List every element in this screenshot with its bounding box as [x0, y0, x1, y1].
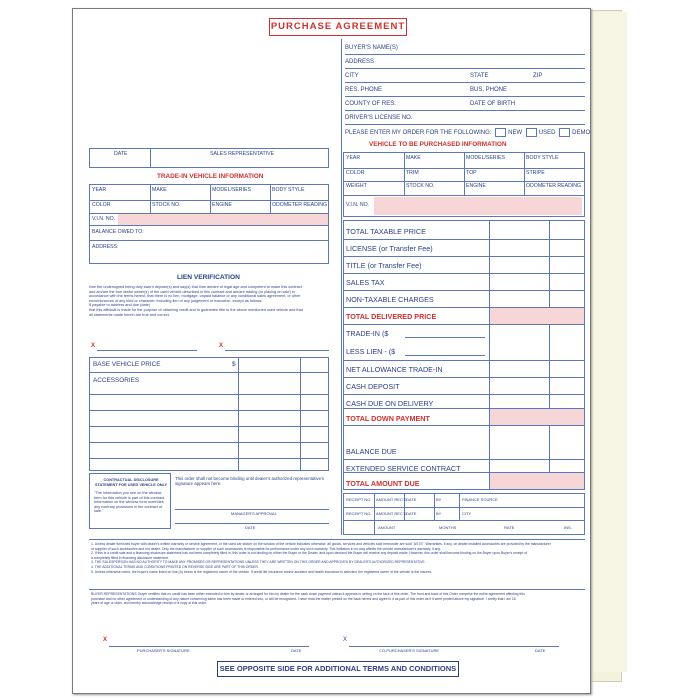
vehicle-body-label: BODY STYLE — [526, 155, 559, 161]
acc-col-line — [238, 358, 239, 470]
new-checkbox[interactable] — [495, 128, 506, 137]
county-label: COUNTY OF RES. — [345, 101, 396, 107]
finance-row-line — [344, 507, 584, 508]
state-label: STATE — [470, 73, 489, 79]
vehicle-trim-label: TRIM — [406, 170, 419, 176]
disclosure-heading-1: CONTRACTUAL DISCLOSURE — [103, 478, 159, 482]
acc-row-line — [90, 458, 328, 459]
co-purchaser-x: X — [343, 637, 348, 643]
terms-block — [91, 542, 585, 574]
finance-col-line — [459, 494, 460, 520]
finance-col-line — [434, 494, 435, 520]
trade-engine-label: ENGINE — [212, 202, 232, 208]
trade-color-label: COLOR — [92, 202, 111, 208]
vehicle-vin-label: V.I.N. NO. — [346, 202, 370, 208]
trade-col-line — [210, 185, 211, 213]
balance-owed-label: BALANCE OWED TO: — [92, 229, 144, 235]
lien-sign-line-2[interactable] — [225, 350, 329, 351]
city-label: CITY — [345, 73, 359, 79]
trade-in-heading: TRADE-IN VEHICLE INFORMATION — [157, 173, 264, 180]
demo-checkbox[interactable] — [559, 128, 570, 137]
finance-row-line — [344, 520, 584, 521]
down-payment-label: TOTAL DOWN PAYMENT — [346, 414, 430, 423]
amount-due-label: TOTAL AMOUNT DUE — [346, 479, 420, 488]
term-1: 1. Unless dealer furnishes buyer with dealer's written warranty or service agreement, or the used car sticker on the window of the vehicle indicates otherwise, all goods, services and vehicles sold hereunder are sold "AS IS". Warranties, if any, on dealer installed accessories are provided by the manufacturer — [91, 542, 551, 546]
demo-label: DEMO — [572, 130, 591, 137]
rate-label: RATE — [504, 525, 515, 530]
by2-label: BY — [436, 511, 442, 516]
accessories-table — [89, 357, 329, 471]
phone-line[interactable] — [345, 96, 585, 97]
base-price-label: BASE VEHICLE PRICE — [93, 361, 161, 368]
trade-row-line — [90, 225, 328, 226]
totals-row-line — [343, 324, 585, 325]
less-lien-label: LESS LIEN - ($ — [346, 347, 396, 356]
vehicle-color-label: COLOR — [346, 170, 365, 176]
lien-line-2: and am/are the true lawful owner(s) of the used vehicle described in this contract and am/are trading (or placing on sale) in — [89, 289, 295, 294]
license-fee-label: LICENSE (or Transfer Fee) — [346, 244, 433, 253]
term-2: 2. If this is a credit sale and a financing disclosure statement has not been completely filled in, this order is not binding on either the Buyer or the Dealer, and upon demand the Buyer will receive any deposit made. However, this order shall become binding on the Buyer upon Buyer's receipt of — [91, 551, 528, 556]
trade-vin-label: V.I.N. NO. — [92, 216, 116, 222]
date1-label: DATE — [406, 497, 417, 502]
totals-row-line — [343, 290, 585, 291]
buyer-name-label: BUYER'S NAME(S) — [345, 45, 398, 51]
lien-line-5: that this affidavit is made for the purpose of obtaining credit and to guarantee title to the above mentioned used vehicle and that — [89, 307, 303, 312]
lien-line-1: I/we the undersigned being duly sworn depose(s) and say(s) that I/we am/are of legal age and competent to make this contract — [89, 285, 302, 289]
vehicle-odometer-label: ODOMETER READING — [526, 183, 582, 189]
trade-in-table — [89, 184, 329, 264]
trade-odometer-label: ODOMETER READING — [272, 202, 328, 208]
date-sales-divider — [150, 149, 151, 167]
trade-row-line — [90, 200, 328, 201]
lien-line-3: accordance with the terms hereof, that there is no lien, mortgage, unpaid balance or any conditional sales agreement, or other — [89, 294, 301, 299]
res-phone-label: RES. PHONE — [345, 87, 383, 93]
receipt1-label: RECEIPT NO. — [346, 497, 372, 502]
terms-top-rule — [89, 539, 585, 540]
co-purchaser-date-label: DATE — [535, 648, 546, 653]
vehicle-heading: VEHICLE TO BE PURCHASED INFORMATION — [369, 141, 507, 148]
accessories-label: ACCESSORIES — [93, 377, 140, 384]
finance-source-label: FINANCE SOURCE — [462, 497, 498, 502]
less-lien-line[interactable] — [405, 355, 485, 356]
totals-row-line — [343, 377, 585, 378]
delivered-shade — [490, 308, 584, 325]
lien-payable-line: $ payable to address and due (date) — [89, 303, 151, 308]
co-purchaser-signature-line[interactable] — [349, 646, 559, 647]
county-line[interactable] — [345, 110, 585, 111]
city-line[interactable] — [345, 82, 585, 83]
acc-row-line — [90, 394, 328, 395]
vehicle-top-label: TOP — [466, 170, 477, 176]
buyer-name-line[interactable] — [345, 54, 585, 55]
delivered-price-label: TOTAL DELIVERED PRICE — [346, 312, 437, 321]
trade-year-label: YEAR — [92, 187, 107, 193]
buyer-representations — [91, 592, 585, 606]
totals-row-line — [343, 408, 585, 409]
lien-sign-x1: X — [91, 343, 96, 349]
sales-tax-label: SALES TAX — [346, 278, 385, 287]
amount-due-shade — [490, 473, 584, 489]
purchaser-x: X — [103, 637, 108, 643]
amount-label: AMOUNT — [378, 525, 396, 530]
city-label-finance: CITY — [462, 511, 472, 516]
lien-text — [89, 285, 329, 317]
buyer-rep-3: years of age or older, and hereby acknowledge receipt of a copy of this order. — [91, 601, 207, 606]
bus-phone-label: BUS. PHONE — [470, 87, 508, 93]
purchaser-date-label: DATE — [291, 648, 302, 653]
totals-row-line — [343, 459, 585, 460]
lien-sign-line-1[interactable] — [97, 350, 197, 351]
service-contract-label: EXTENDED SERVICE CONTRACT — [346, 464, 461, 473]
new-label: NEW — [508, 130, 523, 137]
terms-mid-rule — [89, 589, 585, 590]
acc-row-line — [90, 372, 328, 373]
vehicle-col-line — [404, 153, 405, 195]
title-fee-label: TITLE (or Transfer Fee) — [346, 261, 422, 270]
center-divider — [341, 39, 342, 535]
cash-due-label: CASH DUE ON DELIVERY — [346, 399, 434, 408]
dob-label: DATE OF BIRTH — [470, 101, 516, 107]
buyer-rep-1: BUYER REPRESENTATIONS: Buyer certifies that no credit has been either extended to him by dealer or arranged for him by dealer for the cash down payment unless it appears in writing on the face of this order. The front and back of this Order comprise the entire agreement affecting this — [91, 592, 525, 596]
totals-col-line — [489, 221, 490, 489]
trade-address-label: ADDRESS: — [92, 244, 119, 250]
totals-row-line — [343, 472, 585, 473]
form-title: PURCHASE AGREEMENT — [269, 18, 407, 36]
amount1-label: AMOUNT REC'D — [376, 497, 407, 502]
order-prompt: PLEASE ENTER MY ORDER FOR THE FOLLOWING: — [345, 130, 492, 137]
purchaser-signature-label: PURCHASER'S SIGNATURE — [137, 648, 190, 653]
address-label: ADDRESS — [345, 59, 375, 65]
trade-in-label: TRADE-IN ($ — [346, 329, 389, 338]
ins-label: INS. — [564, 525, 572, 530]
term-2b: a completely filled in financing disclosure statement. — [91, 555, 170, 560]
acc-row-line — [90, 426, 328, 427]
totals-row-line — [343, 307, 585, 308]
carbon-copy-back-2 — [590, 12, 627, 672]
date2-label: DATE — [406, 511, 417, 516]
vehicle-stock-label: STOCK NO. — [406, 183, 435, 189]
lien-heading: LIEN VERIFICATION — [177, 274, 240, 281]
footer-notice: SEE OPPOSITE SIDE FOR ADDITIONAL TERMS AND CONDITIONS — [217, 661, 459, 677]
vehicle-year-label: YEAR — [346, 155, 361, 161]
disclosure-box — [89, 473, 171, 529]
lien-sign-x2: X — [219, 343, 224, 349]
disclosure-heading-2: STATEMENT FOR USED VEHICLE ONLY — [94, 483, 168, 487]
totals-row-line — [343, 256, 585, 257]
cash-deposit-label: CASH DEPOSIT — [346, 382, 400, 391]
trade-in-line[interactable] — [405, 337, 485, 338]
vehicle-vin-boxes[interactable] — [374, 197, 582, 215]
vehicle-table — [343, 152, 585, 217]
manager-approval-line[interactable] — [175, 509, 329, 510]
vehicle-engine-label: ENGINE — [466, 183, 486, 189]
non-taxable-label: NON-TAXABLE CHARGES — [346, 295, 434, 304]
totals-row-line — [343, 360, 585, 361]
finance-col-line — [374, 494, 375, 534]
vehicle-make-label: MAKE — [406, 155, 421, 161]
trade-row-line — [90, 240, 328, 241]
trade-body-label: BODY STYLE — [272, 187, 305, 193]
balance-due-label: BALANCE DUE — [346, 447, 397, 456]
address-line[interactable] — [345, 68, 585, 69]
purchase-agreement-form — [72, 8, 591, 694]
term-5: 5. Unless otherwise noted, the buyer's name listed on line (A) below is the registered owner of the vehicle. If credit life insurance and/or accident and health insurance is selected, the registered owner of the vehicle is the insured. — [91, 569, 433, 574]
sales-rep-label: SALES REPRESENTATIVE — [210, 151, 275, 157]
totals-row-line — [343, 394, 585, 395]
base-dollar-label: $ — [232, 361, 236, 368]
used-label: USED — [538, 130, 556, 137]
order-row — [345, 128, 590, 137]
term-1b: or supplier of such accessories and not dealer. Only the manufacturer or supplier of such accessories is responsible for performance under any such warranty. This limitation in no way affects the vehicle manufacturer's warranty, if any. — [91, 546, 441, 551]
term-4: 4. THE ADDITIONAL TERMS AND CONDITIONS PRINTED ON REVERSE SIDE ARE PART OF THIS ORDER. — [91, 564, 259, 569]
manager-approval-label: MANAGER'S APPROVAL — [231, 511, 277, 516]
lien-line-4: encumbrances of any kind or character, including lien of any judgement or execution, except as follows: — [89, 298, 263, 303]
approval-date-label: DATE — [245, 525, 256, 530]
totals-row-line — [343, 239, 585, 240]
used-checkbox[interactable] — [526, 128, 537, 137]
vehicle-col-line — [524, 153, 525, 195]
trade-model-label: MODEL/SERIES — [212, 187, 251, 193]
by1-label: BY — [436, 497, 442, 502]
acc-row-line — [90, 410, 328, 411]
net-allowance-label: NET ALLOWANCE TRADE-IN — [346, 365, 443, 374]
months-label: MONTHS — [439, 525, 457, 530]
zip-label: ZIP — [533, 73, 543, 79]
binding-note: This order shall not become binding until dealer's authorized representative's signature appears here. — [175, 476, 325, 487]
term-3: 3. THE SALESPERSON HAS NO AUTHORITY TO MAKE ANY PROMISES OR REPRESENTATIONS UNLESS THEY ARE WRITTEN ON THIS ORDER AND APPROVED BY DEALER'S AUTHORIZED REPRESENTATIVE. — [91, 560, 426, 565]
trade-stock-label: STOCK NO. — [152, 202, 181, 208]
vehicle-stripe-label: STRIPE — [526, 170, 545, 176]
license-label: DRIVER'S LICENSE NO. — [345, 115, 413, 121]
trade-col-line — [270, 185, 271, 213]
purchaser-signature-line[interactable] — [109, 646, 309, 647]
vehicle-model-label: MODEL/SERIES — [466, 155, 505, 161]
totals-row-line — [343, 425, 585, 426]
taxable-price-label: TOTAL TAXABLE PRICE — [346, 227, 426, 236]
buyer-rep-2: purchase and no other agreement or understanding of any nature concerning same has been made or entered into, or will be recognized. I have read the matter printed on the back hereof and agree to it as part of this order as if it were printed above my signature. I certify that I am 18 — [91, 596, 516, 601]
receipt2-label: RECEIPT NO. — [346, 511, 372, 516]
trade-col-line — [150, 185, 151, 213]
co-purchaser-signature-label: CO-PURCHASER'S SIGNATURE — [379, 648, 440, 653]
vehicle-col-line — [464, 153, 465, 195]
disclosure-body: "The information you see on the window form for this vehicle is part of this contract. Information on the window form overrides any contrary provisions in the contract of sale." — [94, 491, 166, 514]
vehicle-weight-label: WEIGHT — [346, 183, 367, 189]
lien-line-6: all statements made herein are true and correct. — [89, 312, 170, 317]
down-payment-shade — [490, 409, 584, 426]
trade-make-label: MAKE — [152, 187, 167, 193]
finance-table — [343, 493, 585, 535]
acc-row-line — [90, 442, 328, 443]
acc-col-line — [300, 358, 301, 470]
date-sales-box — [89, 148, 329, 168]
amount2-label: AMOUNT REC'D — [376, 511, 407, 516]
date-label: DATE — [114, 151, 128, 157]
totals-row-line — [343, 273, 585, 274]
approval-date-line[interactable] — [175, 523, 329, 524]
vehicle-row-line — [344, 195, 584, 196]
license-line[interactable] — [345, 124, 585, 125]
trade-vin-boxes[interactable] — [118, 214, 328, 225]
totals-col-line — [549, 221, 550, 489]
